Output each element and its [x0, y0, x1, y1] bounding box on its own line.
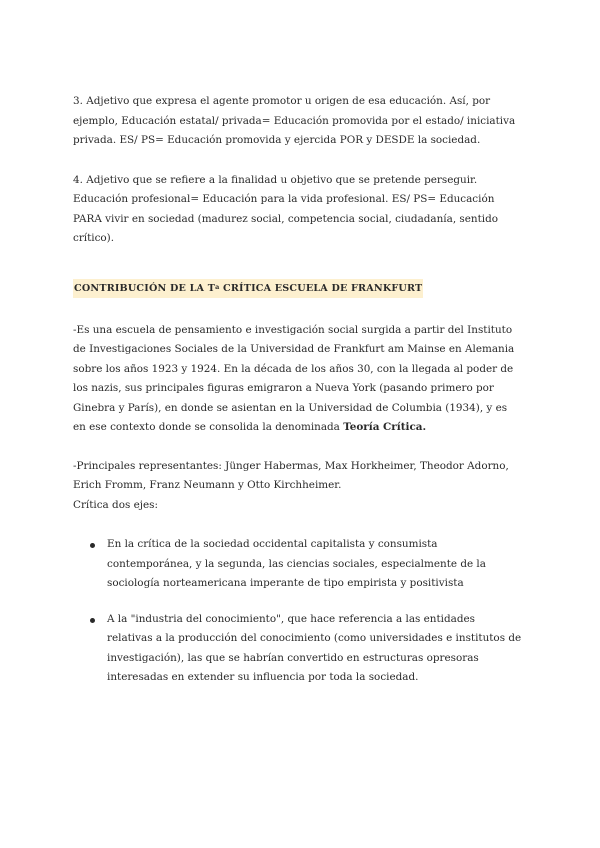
section-heading-after: CRÍTICA ESCUELA DE FRANKFURT	[219, 282, 423, 294]
list-item	[73, 535, 523, 594]
section-heading-before: CONTRIBUCIÓN DE LA T	[74, 282, 216, 294]
section-heading	[73, 279, 423, 298]
document-body	[73, 92, 523, 688]
list-item-text: A la "industria del conocimiento", que hace referencia a las entidades relativas a la producción del conocimiento (como universidades e institutos de investigación), las que se habrían convertido en estructuras opresoras interesadas en extender su influencia por toda la sociedad.	[107, 612, 522, 683]
paragraph-escuela-frankfurt	[73, 321, 523, 438]
paragraph-representantes	[73, 457, 523, 516]
paragraph-agente-promotor: 3. Adjetivo que expresa el agente promotor u origen de esa educación. Así, por ejemplo, Educación estatal/ privada= Educación promovida por el estado/ iniciativa privada. ES/ PS= Educación promovida y ejercida POR y DESDE la sociedad.	[73, 95, 516, 146]
bullet-icon	[90, 618, 95, 623]
list-item-text: En la crítica de la sociedad occidental capitalista y consumista contemporánea, y la segunda, las ciencias sociales, especialmente de la sociología norteamericana imperante de tipo empirista y positivista	[107, 538, 486, 589]
section-heading-sup: a	[215, 282, 220, 291]
bullet-icon	[90, 543, 95, 548]
paragraph-escuela-text: -Es una escuela de pensamiento e investigación social surgida a partir del Instituto de Investigaciones Sociales de la Universidad de Frankfurt am Mainse en Alemania sobre los años 1923 y 1924. En la década de los años 30, con la llegada al poder de los nazis, sus principales figuras emigraron a Nueva York (pasando primero por Ginebra y París), en donde se asientan en la Universidad de Columbia (1934), y es en ese contexto donde se consolida la denominada	[73, 323, 515, 433]
critica-ejes-line: Crítica dos ejes:	[73, 498, 158, 511]
teoria-critica-bold: Teoría Crítica.	[343, 421, 427, 433]
representantes-line: -Principales representantes: Jünger Habermas, Max Horkheimer, Theodor Adorno, Erich Fromm, Franz Neumann y Otto Kirchheimer.	[73, 459, 509, 491]
list-item	[73, 610, 523, 688]
paragraph-finalidad: 4. Adjetivo que se refiere a la finalidad u objetivo que se pretende perseguir. Educación profesional= Educación para la vida profesional. ES/ PS= Educación PARA vivir en sociedad (madurez social, competencia social, ciudadanía, sentido crítico).	[73, 173, 499, 244]
bullet-list	[73, 535, 523, 688]
